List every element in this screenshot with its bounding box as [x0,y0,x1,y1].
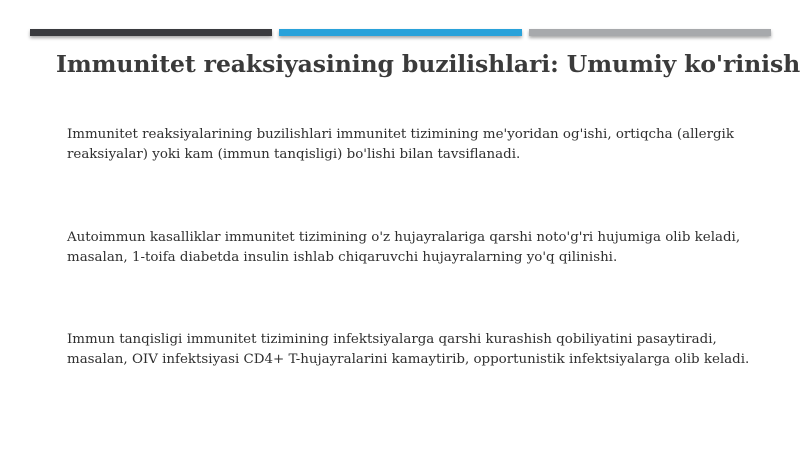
top-decorative-bars [30,29,771,38]
decorative-bar-gray [529,29,771,36]
paragraph-autoimmune: Autoimmun kasalliklar immunitet tizimining o'z hujayralariga qarshi noto'g'ri hujumiga olib keladi, masalan, 1-toifa diabetda insulin ishlab chiqaruvchi hujayralarning yo'q qilinishi. [67,230,741,265]
decorative-bar-dark [30,29,272,36]
slide-title: Immunitet reaksiyasining buzilishlari: Umumiy ko'rinish [56,50,800,78]
decorative-bar-blue [279,29,522,36]
paragraph-immunodeficiency: Immun tanqisligi immunitet tizimining infektsiyalarga qarshi kurashish qobiliyatini pasaytiradi, masalan, OIV infektsiyasi CD4+ T-hujayralarini kamaytirib, opportunistik infektsiyalarga olib keladi. [67,332,750,367]
paragraph-immune-disorders: Immunitet reaksiyalarining buzilishlari immunitet tizimining me'yoridan og'ishi, ortiqcha (allergik reaksiyalar) yoki kam (immun tanqisligi) bo'lishi bilan tavsiflanadi. [67,127,734,162]
